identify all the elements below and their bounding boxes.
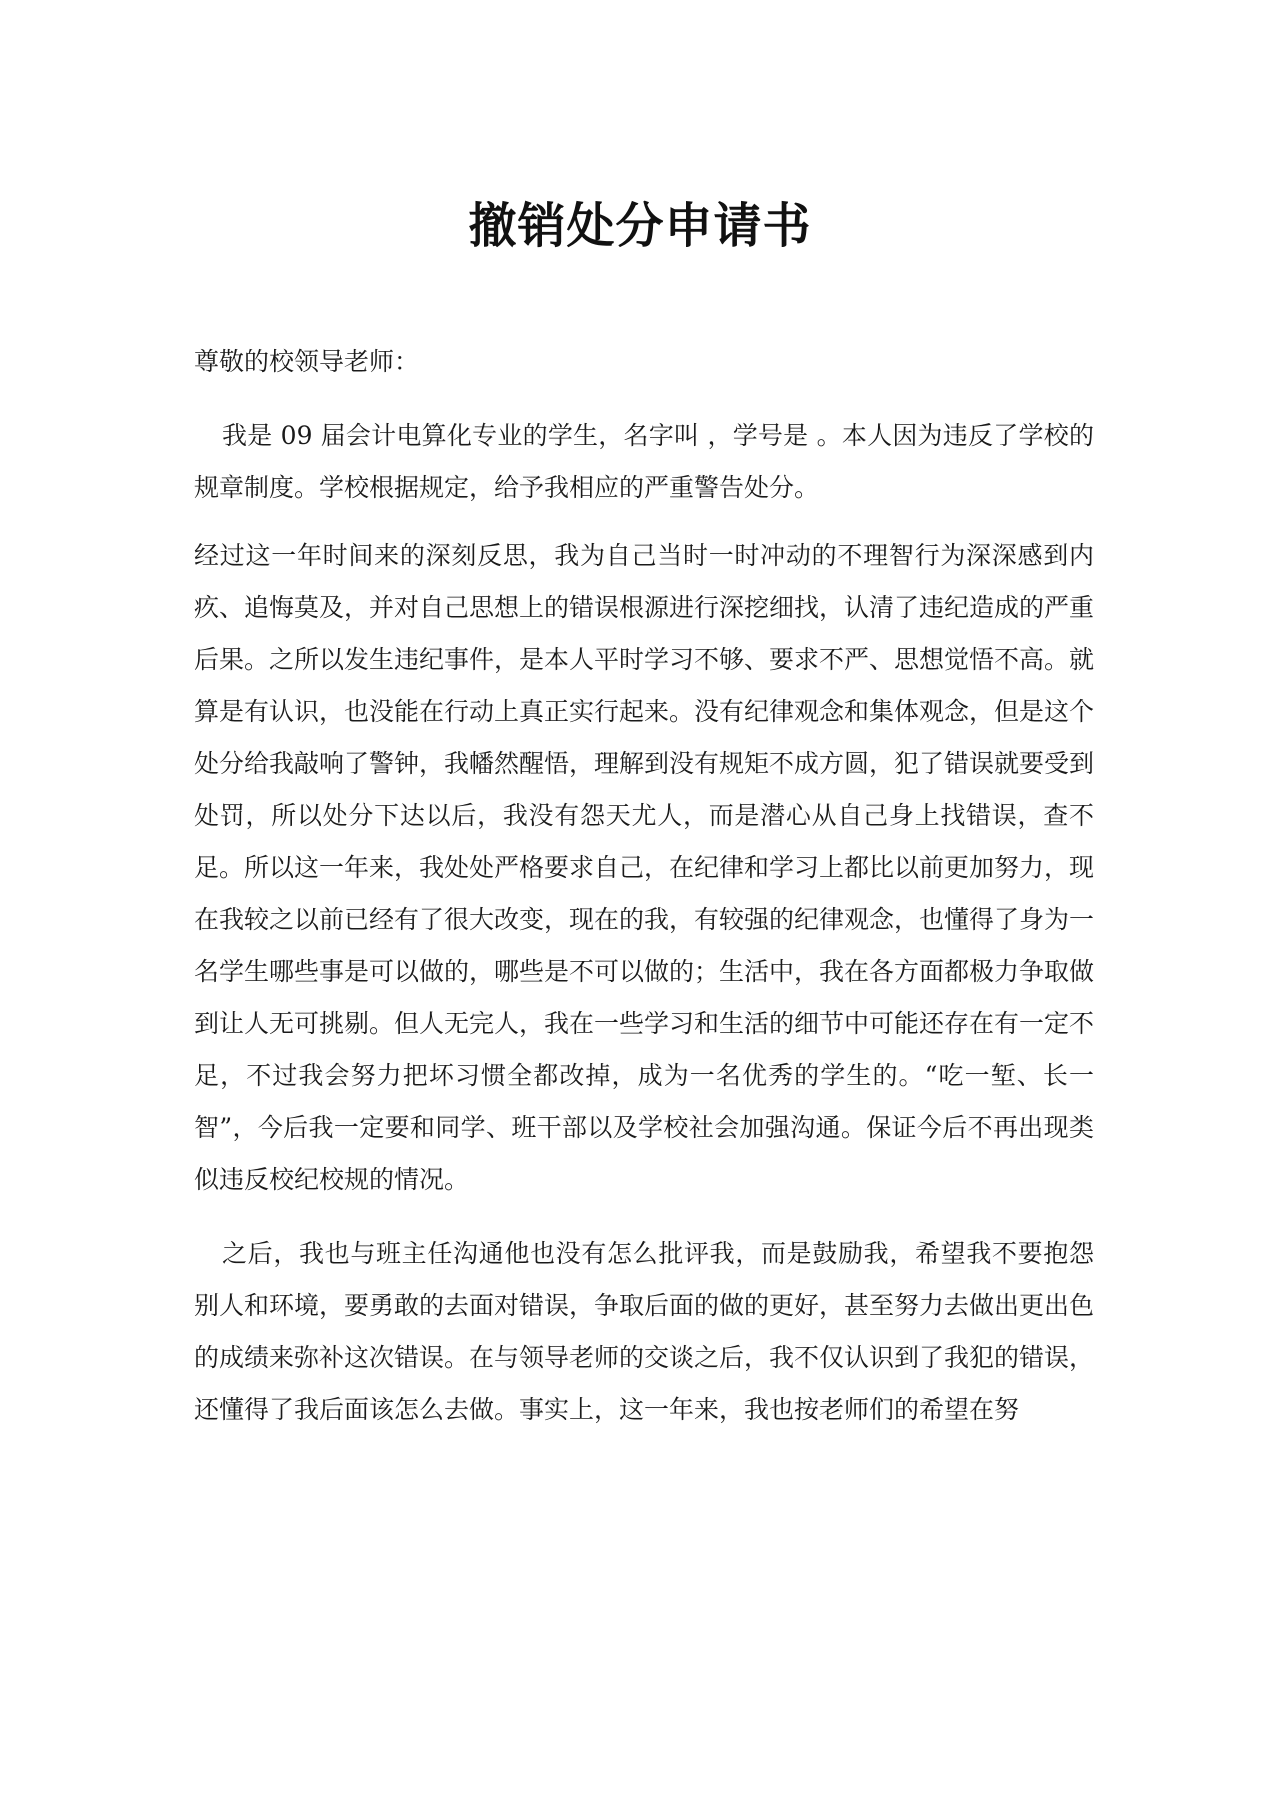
document-body — [194, 336, 1094, 1436]
paragraph-1: 我是 09 届会计电算化专业的学生，名字叫 ，学号是 。本人因为违反了学校的规章制度。学校根据规定，给予我相应的严重警告处分。 — [194, 421, 1094, 502]
document-title: 撤销处分申请书 — [468, 198, 812, 255]
salutation: 尊敬的校领导老师： — [194, 347, 420, 376]
paragraph-3: 之后，我也与班主任沟通他也没有怎么批评我，而是鼓励我，希望我不要抱怨别人和环境，要勇敢的去面对错误，争取后面的做的更好，甚至努力去做出更出色的成绩来弥补这次错误。在与领导老师的交谈之后，我不仅认识到了我犯的错误，还懂得了我后面该怎么去做。事实上，这一年来，我也按老师们的希望在努 — [194, 1239, 1095, 1424]
paragraph-2: 经过这一年时间来的深刻反思，我为自己当时一时冲动的不理智行为深深感到内疚、追悔莫及，并对自己思想上的错误根源进行深挖细找，认清了违纪造成的严重后果。之所以发生违纪事件，是本人平时学习不够、要求不严、思想觉悟不高。就算是有认识，也没能在行动上真正实行起来。没有纪律观念和集体观念，但是这个处分给我敲响了警钟，我幡然醒悟，理解到没有规矩不成方圆，犯了错误就要受到处罚，所以处分下达以后，我没有怨天尤人，而是潜心从自己身上找错误，查不足。所以这一年来，我处处严格要求自己，在纪律和学习上都比以前更加努力，现在我较之以前已经有了很大改变，现在的我，有较强的纪律观念，也懂得了身为一名学生哪些事是可以做的，哪些是不可以做的；生活中，我在各方面都极力争取做到让人无可挑剔。但人无完人，我在一些学习和生活的细节中可能还存在有一定不足，不过我会努力把坏习惯全都改掉，成为一名优秀的学生的。“吃一堑、长一智”，今后我一定要和同学、班干部以及学校社会加强沟通。保证今后不再出现类似违反校纪校规的情况。 — [194, 541, 1095, 1194]
